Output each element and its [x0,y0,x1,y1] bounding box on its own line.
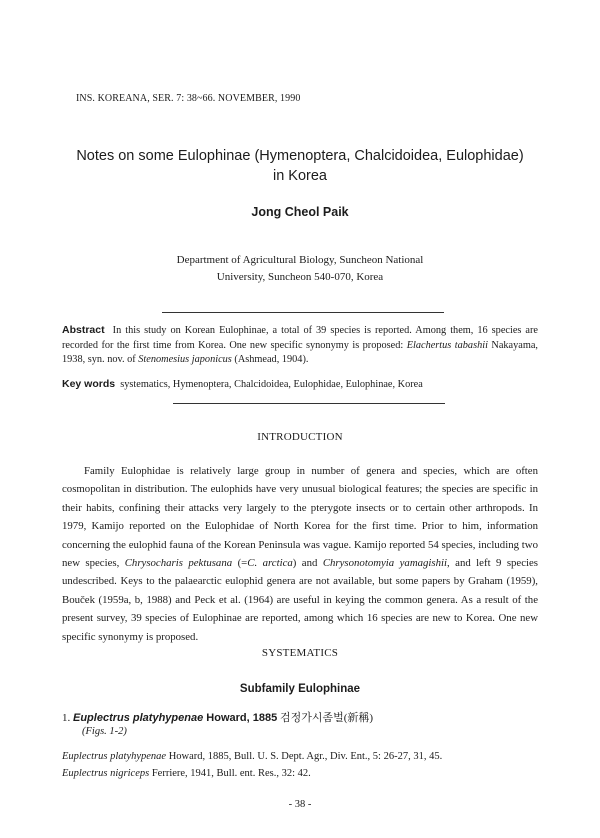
species-number: 1. [62,712,71,724]
keywords [62,378,538,390]
abstract [62,323,538,368]
intro-species-3: Chrysonotomyia yamagishii [322,557,448,570]
abstract-text-c: (Ashmead, 1904). [231,354,309,365]
systematics-heading: SYSTEMATICS [261,647,339,659]
abstract-text-a: In this study on Korean Eulophinae, a total of 39 species is reported. Among them, 16 species are recorded for the first time from Korea. One new specific synonymy is proposed: [62,325,538,351]
citation-1-text: Howard, 1885, Bull. U. S. Dept. Agr., Div. Ent., 5: 26-27, 31, 45. [166,751,443,762]
divider-top [162,312,444,313]
journal-citation [76,93,300,104]
affiliation-line-1: Department of Agricultural Biology, Suncheon National [176,254,424,266]
introduction-paragraph [62,462,538,646]
title-line-1: Notes on some Eulophinae (Hymenoptera, Chalcidoidea, Eulophidae) [76,148,524,164]
citation-2-text: Ferriere, 1941, Bull. ent. Res., 32: 42. [149,768,311,779]
intro-text-2: (= [232,557,248,570]
intro-species-2: C. arctica [247,557,293,570]
intro-text-4: , and left 9 species undescribed. Keys to the palaearctic eulophid genera are not available, but some papers by Graham (1959), Bouček (1959a, b, 1988) and Peck et al. (1964) are useful in keying the common genera. As a result of the present survey, 39 species of Eulophinae are reported, among which 16 species are new to Korea. One new specific synonymy is proposed. [62,557,538,643]
abstract-species-1: Elachertus tabashii [406,339,488,351]
paper-title [40,146,560,186]
page-number: - 38 - [288,799,312,810]
species-figs: (Figs. 1-2) [82,726,127,737]
keywords-label: Key words [62,378,116,390]
species-name: Euplectrus platyhypenae [73,712,204,724]
species-entry [62,709,373,725]
subfamily-heading: Subfamily Eulophinae [239,683,361,695]
abstract-label: Abstract [62,324,105,336]
affiliation-line-2: University, Suncheon 540-070, Korea [216,271,384,283]
intro-text-1: Family Eulophidae is relatively large group in number of genera and species, which are often cosmopolitan in distribution. The eulophids have very unusual biological features; the species are specific in their habits, confining their attacks very largely to the pterygote insects or to certain other arthropods. In 1979, Kamijo reported on the Eulophidae of North Korea for the first time. Prior to him, information concerning the eulophid fauna of the Korean Peninsula was vague. Kamijo reported 54 species, including two new species, [62,465,538,570]
species-author: Howard, 1885 [206,712,278,724]
species-korean-name: 검정가시좀벌(新稱) [279,712,374,724]
abstract-text-b: Nakayama, 1938, syn. nov. of [62,339,538,365]
citation-2 [62,768,311,779]
introduction-heading: INTRODUCTION [257,431,343,443]
citation-1-name: Euplectrus platyhypenae [62,751,167,762]
divider-bottom [173,403,445,404]
citation-2-name: Euplectrus nigriceps [62,768,150,779]
author-name: Jong Cheol Paik [251,205,349,219]
affiliation [0,252,600,286]
keywords-text: systematics, Hymenoptera, Chalcidoidea, Eulophidae, Eulophinae, Korea [120,379,423,390]
abstract-species-2: Stenomesius japonicus [138,354,232,365]
citation-1 [62,751,442,762]
intro-species-1: Chrysocharis pektusana [124,557,233,570]
journal-citation-text: INS. KOREANA, SER. 7: 38~66. NOVEMBER, 1990 [76,93,301,104]
intro-text-3: ) and [292,557,323,570]
title-line-2: in Korea [272,168,327,184]
